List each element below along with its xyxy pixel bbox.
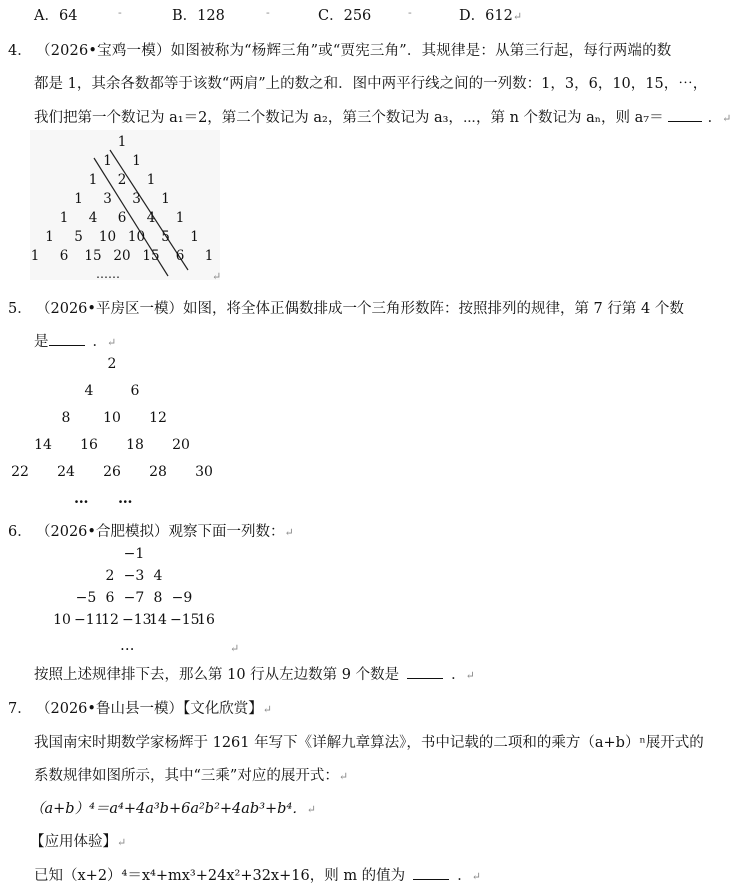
even-num-r4-c1: 14 (34, 437, 52, 453)
q6-number: 6． (8, 524, 32, 540)
q5-line2-a: 是 (34, 334, 49, 350)
triangle-num-r7-c3: 15 (84, 248, 102, 264)
even-num-r4-c4: 20 (172, 437, 190, 453)
triangle-dots: …… (96, 267, 120, 281)
q4-line3-a: 我们把第一个数记为 (34, 110, 170, 126)
even-num-r4-c3: 18 (126, 437, 144, 453)
q4-line3-b: a₁＝2，第二个数记为 a₂，第三个数记为 a₃，⋯，第 n 个数记为 aₙ，则 a₇＝ (169, 110, 664, 126)
signed-num-r2-c1: 2 (105, 568, 115, 584)
para-mark: ↵ (107, 336, 117, 349)
triangle-num-r6-c1: 1 (45, 229, 54, 245)
q3-option-b-value: 128 (197, 8, 225, 24)
q7-line3 (34, 764, 348, 785)
even-num-r1-c1: 2 (107, 356, 117, 372)
triangle-num-r7-c7: 1 (204, 248, 214, 264)
triangle-num-r7-c5: 15 (142, 248, 160, 264)
q4-number: 4． (8, 43, 32, 59)
para-mark: ↵ (284, 526, 294, 539)
triangle-num-r5-c5: 1 (175, 210, 185, 226)
signed-num-r3-c2: 6 (105, 590, 115, 606)
signed-num-r4-c1: 10 (53, 612, 71, 628)
q5-line1: （2026•平房区一模）如图，将全体正偶数排成一个三角形数阵：按照排列的规律，第 7 行第 4 个数 (36, 301, 684, 317)
triangle-num-r5-c3: 6 (117, 210, 127, 226)
q3-option-a (34, 4, 77, 25)
even-num-r3-c1: 8 (61, 410, 71, 426)
q7-number: 7． (8, 701, 32, 717)
q7-section (30, 830, 126, 851)
q7-line4-b: ． (457, 868, 472, 884)
q5-line2 (34, 330, 116, 351)
even-num-r2-c1: 4 (84, 383, 94, 399)
para-mark: ↵ (262, 703, 272, 716)
para-mark: ↵ (471, 870, 481, 883)
even-num-r3-c3: 12 (149, 410, 167, 426)
signed-num-r4-c7: 16 (197, 612, 215, 628)
q4-line3 (34, 106, 731, 127)
q7-formula (30, 797, 316, 818)
q5-answer-blank[interactable] (49, 332, 85, 346)
triangle-num-r4-c4: 1 (161, 191, 170, 207)
triangle-num-r5-c2: 4 (88, 210, 98, 226)
para-mark: ↵ (117, 836, 127, 849)
triangle-num-r3-c3: 1 (146, 172, 156, 188)
signed-num-r3-c5: −9 (171, 590, 193, 606)
triangle-num-r6-c5: 5 (161, 229, 170, 245)
signed-num-r2-c2: −3 (123, 568, 145, 584)
signed-num-r4-c2: −11 (74, 612, 104, 628)
triangle-num-r3-c2: 2 (117, 172, 127, 188)
para-mark: ↵ (306, 803, 316, 816)
triangle-num-r6-c2: 5 (74, 229, 83, 245)
triangle-num-r6-c4: 10 (127, 229, 146, 245)
q7-formula-text: （a+b）⁴＝a⁴+4a³b+6a²b²+4ab³+b⁴． (30, 801, 307, 817)
q3-option-a-value: 64 (58, 8, 78, 24)
q6-line2-a: 按照上述规律排下去，那么第 10 行从左边数第 9 个数是 (34, 667, 400, 683)
q5-dots-1: … (74, 490, 89, 507)
triangle-num-r2-c1: 1 (103, 153, 112, 169)
q6-line1-text: （2026•合肥模拟）观察下面一列数： (36, 524, 285, 540)
triangle-num-r1-c1: 1 (117, 134, 127, 150)
q5-line2-b: ． (92, 334, 107, 350)
q4-answer-blank[interactable] (668, 108, 702, 122)
q7-section-text: 【应用体验】 (30, 834, 117, 850)
q6-answer-blank[interactable] (407, 665, 443, 679)
q3-option-b (172, 4, 225, 25)
q3-option-d (459, 4, 522, 25)
even-num-r4-c2: 16 (80, 437, 98, 453)
q5-dots-2: … (118, 490, 133, 507)
q5-number: 5． (8, 301, 32, 317)
q3-option-a-sep: - (118, 6, 122, 19)
q3-option-c-letter: C． (318, 8, 344, 24)
q7-line2: 我国南宋时期数学家杨辉于 1261 年写下《详解九章算法》，书中记载的二项和的乘方（a+b）ⁿ展开式的 (34, 735, 704, 751)
q3-option-c (318, 4, 371, 25)
para-mark: ↵ (465, 669, 475, 682)
triangle-num-r7-c1: 1 (30, 248, 40, 264)
even-num-r5-c3: 26 (103, 464, 121, 480)
triangle-num-r4-c3: 3 (132, 191, 141, 207)
q4-line3-end: ． (707, 110, 723, 126)
q3-option-b-sep: - (266, 6, 270, 19)
triangle-num-r5-c4: 4 (146, 210, 156, 226)
q3-option-d-letter: D． (459, 8, 486, 24)
triangle-num-r7-c6: 6 (175, 248, 185, 264)
q3-option-d-value: 612 (485, 8, 513, 24)
signed-num-r3-c3: −7 (123, 590, 145, 606)
para-mark: ↵ (722, 112, 731, 125)
triangle-num-r4-c2: 3 (103, 191, 112, 207)
para-mark: ↵ (512, 10, 523, 23)
signed-num-r4-c5: 14 (149, 612, 167, 628)
q4-line1: （2026•宝鸡一模）如图被称为“杨辉三角”或“贾宪三角”．其规律是：从第三行起，每行两端的数 (36, 43, 672, 59)
q4-line2: 都是 1，其余各数都等于该数“两肩”上的数之和．图中两平行线之间的一列数：1，3，6，10，15，⋯， (34, 76, 708, 92)
signed-num-r3-c4: 8 (153, 590, 163, 606)
signed-num-r2-c3: 4 (153, 568, 163, 584)
triangle-num-r3-c1: 1 (88, 172, 98, 188)
q3-option-c-sep: - (408, 6, 412, 19)
triangle-num-r5-c1: 1 (59, 210, 69, 226)
q7-line1-text: （2026•鲁山县一模）【文化欣赏】 (36, 701, 263, 717)
triangle-num-r7-c2: 6 (59, 248, 69, 264)
even-num-r5-c4: 28 (149, 464, 167, 480)
triangle-num-r6-c3: 10 (98, 229, 117, 245)
signed-num-r4-c6: −15 (170, 612, 200, 628)
even-num-r5-c2: 24 (57, 464, 75, 480)
signed-num-r4-c4: −13 (122, 612, 152, 628)
signed-num-r3-c1: −5 (75, 590, 97, 606)
para-mark: ↵ (230, 642, 240, 655)
q6-line2 (34, 663, 475, 684)
q7-answer-blank[interactable] (413, 866, 449, 880)
triangle-num-r6-c6: 1 (190, 229, 199, 245)
q6-line1 (36, 520, 294, 541)
signed-num-r4-c3: 12 (101, 612, 119, 628)
q3-option-a-letter: A． (34, 8, 59, 24)
q3-option-c-value: 256 (343, 8, 372, 24)
q7-line1 (36, 697, 272, 718)
q6-line2-b: ． (451, 667, 466, 683)
even-num-r5-c5: 30 (195, 464, 213, 480)
q7-line3-text: 系数规律如图所示，其中“三乘”对应的展开式： (34, 768, 339, 784)
even-num-r5-c1: 22 (11, 464, 29, 480)
q6-dots: … (120, 638, 135, 654)
q7-line4 (34, 864, 481, 885)
q3-option-b-letter: B． (172, 8, 198, 24)
q7-line4-a: 已知（x+2）⁴＝x⁴+mx³+24x²+32x+16，则 m 的值为 (34, 868, 406, 884)
yanghui-triangle-figure (30, 130, 220, 280)
even-num-r2-c2: 6 (130, 383, 140, 399)
para-mark: ↵ (212, 270, 222, 283)
triangle-num-r4-c1: 1 (74, 191, 83, 207)
triangle-num-r7-c4: 20 (113, 248, 131, 264)
even-num-r3-c2: 10 (103, 410, 121, 426)
triangle-num-r2-c2: 1 (132, 153, 141, 169)
para-mark: ↵ (338, 770, 349, 783)
signed-num-r1-c1: −1 (123, 546, 145, 562)
